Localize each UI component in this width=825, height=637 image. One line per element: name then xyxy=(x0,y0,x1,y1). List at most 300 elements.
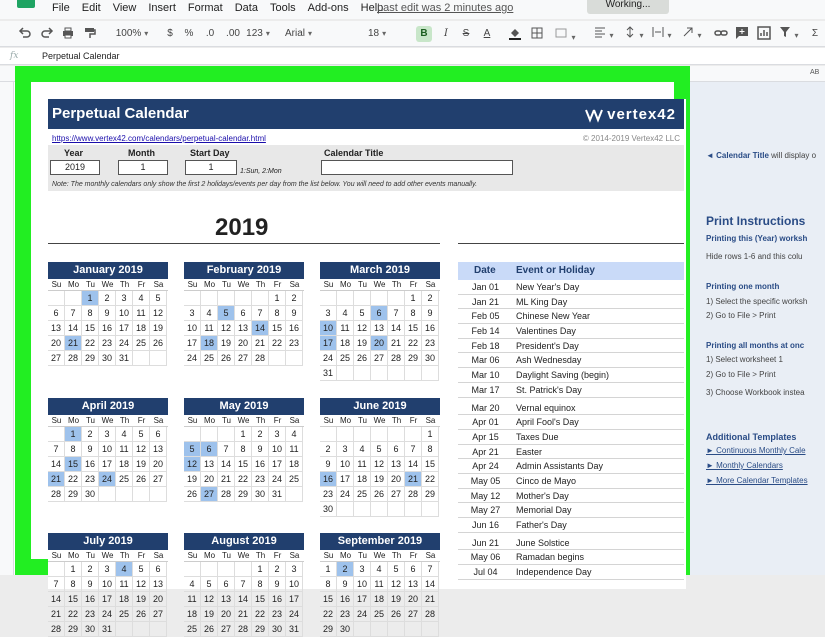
fill-color-icon[interactable] xyxy=(508,26,522,42)
text-wrap-icon[interactable] xyxy=(650,26,674,42)
day-cell[interactable]: 4 xyxy=(354,442,371,457)
day-cell[interactable]: 6 xyxy=(48,306,65,321)
day-cell[interactable]: 19 xyxy=(133,592,150,607)
template-link-monthly[interactable]: ► Monthly Calendars xyxy=(706,461,783,470)
day-cell[interactable]: 16 xyxy=(269,592,286,607)
day-cell[interactable]: 15 xyxy=(252,592,269,607)
day-cell[interactable]: 2 xyxy=(269,562,286,577)
day-cell[interactable]: 31 xyxy=(286,622,303,637)
last-edit-link[interactable]: Last edit was 2 minutes ago xyxy=(377,2,514,14)
day-cell[interactable]: 27 xyxy=(150,607,167,622)
day-cell[interactable]: 3 xyxy=(99,562,116,577)
day-cell[interactable]: 2 xyxy=(422,291,439,306)
day-cell[interactable]: 24 xyxy=(99,607,116,622)
day-cell[interactable]: 1 xyxy=(320,562,337,577)
day-cell[interactable]: 20 xyxy=(201,472,218,487)
day-cell[interactable]: 21 xyxy=(48,607,65,622)
day-cell[interactable]: 13 xyxy=(371,321,388,336)
day-cell[interactable]: 29 xyxy=(252,622,269,637)
day-cell[interactable]: 9 xyxy=(286,306,303,321)
calendar-title-input[interactable] xyxy=(321,160,513,175)
day-cell[interactable]: 25 xyxy=(116,607,133,622)
event-row[interactable] xyxy=(458,503,684,518)
day-cell[interactable]: 19 xyxy=(133,457,150,472)
day-cell[interactable]: 16 xyxy=(82,457,99,472)
filter-icon[interactable] xyxy=(777,26,801,42)
day-cell[interactable]: 26 xyxy=(371,487,388,502)
day-cell[interactable]: 28 xyxy=(388,351,405,366)
day-cell[interactable]: 7 xyxy=(218,442,235,457)
day-cell[interactable]: 24 xyxy=(184,351,201,366)
event-row[interactable] xyxy=(458,353,684,368)
day-cell[interactable]: 6 xyxy=(201,442,218,457)
day-cell[interactable]: 22 xyxy=(65,472,82,487)
bold-button[interactable]: B xyxy=(416,26,432,42)
day-cell[interactable]: 11 xyxy=(337,321,354,336)
day-cell[interactable]: 1 xyxy=(269,291,286,306)
day-cell[interactable]: 13 xyxy=(235,321,252,336)
day-cell[interactable]: 8 xyxy=(65,577,82,592)
template-link-more[interactable]: ► More Calendar Templates xyxy=(706,476,808,485)
day-cell[interactable]: 3 xyxy=(184,306,201,321)
day-cell[interactable]: 18 xyxy=(354,472,371,487)
day-cell[interactable]: 20 xyxy=(388,472,405,487)
paint-format-icon[interactable] xyxy=(83,26,97,42)
day-cell[interactable]: 5 xyxy=(218,306,235,321)
day-cell[interactable]: 3 xyxy=(337,442,354,457)
day-cell[interactable]: 11 xyxy=(116,577,133,592)
align-icon[interactable] xyxy=(592,26,616,42)
day-cell[interactable]: 27 xyxy=(201,487,218,502)
day-cell[interactable]: 7 xyxy=(65,306,82,321)
day-cell[interactable]: 2 xyxy=(286,291,303,306)
day-cell[interactable]: 25 xyxy=(133,336,150,351)
percent-button[interactable]: % xyxy=(184,28,194,39)
event-row[interactable] xyxy=(458,459,684,474)
day-cell[interactable]: 18 xyxy=(286,457,303,472)
day-cell[interactable]: 14 xyxy=(65,321,82,336)
day-cell[interactable]: 9 xyxy=(82,577,99,592)
day-cell[interactable]: 31 xyxy=(269,487,286,502)
link-icon[interactable] xyxy=(714,26,728,42)
day-cell[interactable]: 29 xyxy=(422,487,439,502)
day-cell[interactable]: 10 xyxy=(320,321,337,336)
day-cell[interactable]: 24 xyxy=(286,607,303,622)
day-cell[interactable]: 26 xyxy=(133,607,150,622)
day-cell[interactable]: 27 xyxy=(405,607,422,622)
borders-icon[interactable] xyxy=(530,26,544,42)
day-cell[interactable]: 7 xyxy=(48,442,65,457)
day-cell[interactable]: 5 xyxy=(354,306,371,321)
day-cell[interactable]: 19 xyxy=(201,607,218,622)
day-cell[interactable]: 14 xyxy=(48,592,65,607)
day-cell[interactable]: 12 xyxy=(133,442,150,457)
formula-input[interactable]: Perpetual Calendar xyxy=(42,51,120,61)
day-cell[interactable]: 15 xyxy=(65,592,82,607)
day-cell[interactable]: 29 xyxy=(320,622,337,637)
day-cell[interactable]: 12 xyxy=(150,306,167,321)
currency-button[interactable]: $ xyxy=(167,28,173,39)
day-cell[interactable]: 4 xyxy=(286,427,303,442)
day-cell[interactable]: 21 xyxy=(48,472,65,487)
day-cell[interactable]: 26 xyxy=(133,472,150,487)
event-row[interactable] xyxy=(458,474,684,489)
day-cell[interactable]: 10 xyxy=(116,306,133,321)
template-link-continuous[interactable]: ► Continuous Monthly Cale xyxy=(706,446,806,455)
day-cell[interactable]: 25 xyxy=(371,607,388,622)
day-cell[interactable]: 7 xyxy=(388,306,405,321)
event-row[interactable] xyxy=(458,401,684,416)
event-row[interactable] xyxy=(458,280,684,295)
day-cell[interactable]: 15 xyxy=(82,321,99,336)
day-cell[interactable]: 3 xyxy=(286,562,303,577)
day-cell[interactable]: 19 xyxy=(354,336,371,351)
event-row[interactable] xyxy=(458,309,684,324)
day-cell[interactable]: 30 xyxy=(337,622,354,637)
menu-data[interactable]: Data xyxy=(234,2,258,14)
text-rotate-icon[interactable] xyxy=(680,26,704,42)
day-cell[interactable]: 8 xyxy=(82,306,99,321)
day-cell[interactable]: 10 xyxy=(337,457,354,472)
day-cell[interactable]: 20 xyxy=(371,336,388,351)
event-row[interactable] xyxy=(458,489,684,504)
day-cell[interactable]: 24 xyxy=(320,351,337,366)
day-cell[interactable]: 30 xyxy=(269,622,286,637)
day-cell[interactable]: 5 xyxy=(201,577,218,592)
menu-addons[interactable]: Add-ons xyxy=(307,2,349,14)
day-cell[interactable]: 22 xyxy=(252,607,269,622)
day-cell[interactable]: 31 xyxy=(99,622,116,637)
day-cell[interactable]: 2 xyxy=(82,427,99,442)
event-row[interactable] xyxy=(458,565,684,580)
day-cell[interactable]: 17 xyxy=(116,321,133,336)
day-cell[interactable]: 28 xyxy=(235,622,252,637)
day-cell[interactable]: 16 xyxy=(99,321,116,336)
day-cell[interactable]: 17 xyxy=(286,592,303,607)
day-cell[interactable]: 22 xyxy=(82,336,99,351)
day-cell[interactable]: 28 xyxy=(252,351,269,366)
day-cell[interactable]: 13 xyxy=(405,577,422,592)
day-cell[interactable]: 15 xyxy=(65,457,82,472)
day-cell[interactable]: 11 xyxy=(286,442,303,457)
day-cell[interactable]: 3 xyxy=(320,306,337,321)
day-cell[interactable]: 1 xyxy=(235,427,252,442)
day-cell[interactable]: 24 xyxy=(269,472,286,487)
day-cell[interactable]: 28 xyxy=(48,622,65,637)
day-cell[interactable]: 2 xyxy=(337,562,354,577)
day-cell[interactable]: 24 xyxy=(99,472,116,487)
day-cell[interactable]: 7 xyxy=(422,562,439,577)
day-cell[interactable]: 9 xyxy=(422,306,439,321)
day-cell[interactable]: 10 xyxy=(286,577,303,592)
day-cell[interactable]: 4 xyxy=(371,562,388,577)
day-cell[interactable]: 30 xyxy=(320,502,337,517)
day-cell[interactable]: 16 xyxy=(286,321,303,336)
day-cell[interactable]: 23 xyxy=(269,607,286,622)
day-cell[interactable]: 11 xyxy=(371,577,388,592)
day-cell[interactable]: 24 xyxy=(337,487,354,502)
day-cell[interactable]: 26 xyxy=(218,351,235,366)
day-cell[interactable]: 9 xyxy=(252,442,269,457)
day-cell[interactable]: 2 xyxy=(99,291,116,306)
day-cell[interactable]: 7 xyxy=(252,306,269,321)
day-cell[interactable]: 26 xyxy=(388,607,405,622)
menu-file[interactable]: File xyxy=(52,2,70,14)
day-cell[interactable]: 5 xyxy=(371,442,388,457)
day-cell[interactable]: 21 xyxy=(252,336,269,351)
day-cell[interactable]: 19 xyxy=(371,472,388,487)
event-row[interactable] xyxy=(458,550,684,565)
day-cell[interactable]: 22 xyxy=(320,607,337,622)
day-cell[interactable]: 9 xyxy=(320,457,337,472)
day-cell[interactable]: 3 xyxy=(269,427,286,442)
day-cell[interactable]: 25 xyxy=(201,351,218,366)
day-cell[interactable]: 17 xyxy=(354,592,371,607)
day-cell[interactable]: 22 xyxy=(235,472,252,487)
day-cell[interactable]: 19 xyxy=(184,472,201,487)
functions-icon[interactable]: Σ xyxy=(811,28,819,39)
day-cell[interactable]: 6 xyxy=(150,427,167,442)
day-cell[interactable]: 2 xyxy=(320,442,337,457)
day-cell[interactable]: 8 xyxy=(405,306,422,321)
event-row[interactable] xyxy=(458,295,684,310)
day-cell[interactable]: 27 xyxy=(235,351,252,366)
template-url-link[interactable]: https://www.vertex42.com/calendars/perpetual-calendar.html xyxy=(52,134,266,143)
day-cell[interactable]: 25 xyxy=(286,472,303,487)
day-cell[interactable]: 18 xyxy=(184,607,201,622)
day-cell[interactable]: 10 xyxy=(99,442,116,457)
day-cell[interactable]: 16 xyxy=(422,321,439,336)
day-cell[interactable]: 25 xyxy=(116,472,133,487)
day-cell[interactable]: 23 xyxy=(320,487,337,502)
day-cell[interactable]: 16 xyxy=(337,592,354,607)
calendar-title[interactable]: Perpetual Calendar xyxy=(52,105,189,122)
day-cell[interactable]: 19 xyxy=(218,336,235,351)
day-cell[interactable]: 17 xyxy=(269,457,286,472)
day-cell[interactable]: 28 xyxy=(422,607,439,622)
day-cell[interactable]: 18 xyxy=(201,336,218,351)
day-cell[interactable]: 4 xyxy=(184,577,201,592)
day-cell[interactable]: 6 xyxy=(388,442,405,457)
event-row[interactable] xyxy=(458,368,684,383)
day-cell[interactable]: 16 xyxy=(82,592,99,607)
day-cell[interactable]: 29 xyxy=(82,351,99,366)
day-cell[interactable]: 9 xyxy=(269,577,286,592)
day-cell[interactable]: 12 xyxy=(354,321,371,336)
day-cell[interactable]: 24 xyxy=(116,336,133,351)
day-cell[interactable]: 11 xyxy=(133,306,150,321)
day-cell[interactable]: 31 xyxy=(116,351,133,366)
day-cell[interactable]: 5 xyxy=(133,427,150,442)
day-cell[interactable]: 11 xyxy=(201,321,218,336)
more-formats-select[interactable]: 123 ▾ xyxy=(245,26,271,42)
day-cell[interactable]: 10 xyxy=(184,321,201,336)
zoom-select[interactable]: 100% ▾ xyxy=(112,26,152,42)
day-cell[interactable]: 30 xyxy=(82,487,99,502)
day-cell[interactable]: 2 xyxy=(82,562,99,577)
day-cell[interactable]: 18 xyxy=(116,592,133,607)
undo-icon[interactable] xyxy=(18,26,32,42)
increase-decimals-button[interactable]: .00 xyxy=(226,28,240,39)
day-cell[interactable]: 11 xyxy=(354,457,371,472)
day-cell[interactable]: 13 xyxy=(218,592,235,607)
day-cell[interactable]: 20 xyxy=(218,607,235,622)
day-cell[interactable]: 26 xyxy=(150,336,167,351)
menu-edit[interactable]: Edit xyxy=(81,2,101,14)
day-cell[interactable]: 13 xyxy=(150,442,167,457)
merge-cells-icon[interactable] xyxy=(553,26,577,42)
event-row[interactable] xyxy=(458,430,684,445)
event-row[interactable] xyxy=(458,518,684,533)
day-cell[interactable]: 19 xyxy=(150,321,167,336)
day-cell[interactable]: 14 xyxy=(422,577,439,592)
event-row[interactable] xyxy=(458,415,684,430)
column-header-ab[interactable]: AB xyxy=(810,69,820,76)
day-cell[interactable]: 16 xyxy=(252,457,269,472)
day-cell[interactable]: 7 xyxy=(405,442,422,457)
day-cell[interactable]: 28 xyxy=(405,487,422,502)
day-cell[interactable]: 9 xyxy=(99,306,116,321)
day-cell[interactable]: 6 xyxy=(371,306,388,321)
day-cell[interactable]: 23 xyxy=(82,472,99,487)
day-cell[interactable]: 3 xyxy=(354,562,371,577)
day-cell[interactable]: 9 xyxy=(337,577,354,592)
italic-icon[interactable]: I xyxy=(444,28,448,39)
day-cell[interactable]: 21 xyxy=(422,592,439,607)
vertical-align-icon[interactable] xyxy=(622,26,646,42)
year-input[interactable]: 2019 xyxy=(50,160,100,175)
day-cell[interactable]: 31 xyxy=(320,366,337,381)
day-cell[interactable]: 9 xyxy=(82,442,99,457)
day-cell[interactable]: 23 xyxy=(82,607,99,622)
day-cell[interactable]: 28 xyxy=(65,351,82,366)
day-cell[interactable]: 27 xyxy=(371,351,388,366)
day-cell[interactable]: 19 xyxy=(388,592,405,607)
day-cell[interactable]: 6 xyxy=(150,562,167,577)
day-cell[interactable]: 29 xyxy=(65,487,82,502)
event-row[interactable] xyxy=(458,536,684,551)
day-cell[interactable]: 5 xyxy=(388,562,405,577)
day-cell[interactable]: 3 xyxy=(116,291,133,306)
day-cell[interactable]: 26 xyxy=(354,351,371,366)
day-cell[interactable]: 21 xyxy=(218,472,235,487)
day-cell[interactable]: 11 xyxy=(116,442,133,457)
day-cell[interactable]: 28 xyxy=(218,487,235,502)
day-cell[interactable]: 27 xyxy=(48,351,65,366)
day-cell[interactable]: 27 xyxy=(218,622,235,637)
day-cell[interactable]: 14 xyxy=(252,321,269,336)
day-cell[interactable]: 1 xyxy=(252,562,269,577)
day-cell[interactable]: 15 xyxy=(320,592,337,607)
day-cell[interactable]: 3 xyxy=(99,427,116,442)
day-cell[interactable]: 17 xyxy=(337,472,354,487)
day-cell[interactable]: 18 xyxy=(133,321,150,336)
day-cell[interactable]: 21 xyxy=(405,472,422,487)
day-cell[interactable]: 4 xyxy=(133,291,150,306)
day-cell[interactable]: 29 xyxy=(405,351,422,366)
day-cell[interactable]: 5 xyxy=(184,442,201,457)
day-cell[interactable]: 10 xyxy=(99,577,116,592)
day-cell[interactable]: 20 xyxy=(150,592,167,607)
day-cell[interactable]: 25 xyxy=(354,487,371,502)
day-cell[interactable]: 29 xyxy=(235,487,252,502)
day-cell[interactable]: 20 xyxy=(48,336,65,351)
day-cell[interactable]: 17 xyxy=(99,592,116,607)
day-cell[interactable]: 13 xyxy=(48,321,65,336)
day-cell[interactable]: 10 xyxy=(354,577,371,592)
print-icon[interactable] xyxy=(61,26,75,42)
day-cell[interactable]: 14 xyxy=(48,457,65,472)
day-cell[interactable]: 21 xyxy=(65,336,82,351)
day-cell[interactable]: 20 xyxy=(150,457,167,472)
day-cell[interactable]: 17 xyxy=(320,336,337,351)
day-cell[interactable]: 14 xyxy=(218,457,235,472)
day-cell[interactable]: 12 xyxy=(388,577,405,592)
day-cell[interactable]: 1 xyxy=(422,427,439,442)
day-cell[interactable]: 23 xyxy=(286,336,303,351)
day-cell[interactable]: 15 xyxy=(269,321,286,336)
day-cell[interactable]: 4 xyxy=(116,427,133,442)
start-day-input[interactable]: 1 xyxy=(185,160,237,175)
day-cell[interactable]: 30 xyxy=(422,351,439,366)
event-row[interactable] xyxy=(458,445,684,460)
day-cell[interactable]: 1 xyxy=(65,562,82,577)
day-cell[interactable]: 6 xyxy=(405,562,422,577)
day-cell[interactable]: 30 xyxy=(99,351,116,366)
day-cell[interactable]: 1 xyxy=(65,427,82,442)
menu-format[interactable]: Format xyxy=(187,2,223,14)
day-cell[interactable]: 8 xyxy=(422,442,439,457)
redo-icon[interactable] xyxy=(40,26,54,42)
day-cell[interactable]: 24 xyxy=(354,607,371,622)
day-cell[interactable]: 1 xyxy=(405,291,422,306)
day-cell[interactable]: 23 xyxy=(252,472,269,487)
day-cell[interactable]: 10 xyxy=(269,442,286,457)
day-cell[interactable]: 27 xyxy=(388,487,405,502)
day-cell[interactable]: 21 xyxy=(235,607,252,622)
event-row[interactable] xyxy=(458,383,684,398)
day-cell[interactable]: 12 xyxy=(133,577,150,592)
day-cell[interactable]: 28 xyxy=(48,487,65,502)
day-cell[interactable]: 14 xyxy=(388,321,405,336)
day-cell[interactable]: 27 xyxy=(150,472,167,487)
day-cell[interactable]: 14 xyxy=(405,457,422,472)
day-cell[interactable]: 8 xyxy=(269,306,286,321)
chart-icon[interactable] xyxy=(757,26,771,42)
event-row[interactable] xyxy=(458,324,684,339)
day-cell[interactable]: 4 xyxy=(201,306,218,321)
day-cell[interactable]: 22 xyxy=(422,472,439,487)
day-cell[interactable]: 18 xyxy=(371,592,388,607)
strikethrough-icon[interactable]: S xyxy=(462,28,470,39)
day-cell[interactable]: 25 xyxy=(337,351,354,366)
day-cell[interactable]: 18 xyxy=(337,336,354,351)
day-cell[interactable]: 8 xyxy=(235,442,252,457)
day-cell[interactable]: 8 xyxy=(320,577,337,592)
day-cell[interactable]: 11 xyxy=(184,592,201,607)
day-cell[interactable]: 1 xyxy=(82,291,99,306)
day-cell[interactable]: 26 xyxy=(184,487,201,502)
day-cell[interactable]: 21 xyxy=(388,336,405,351)
day-cell[interactable]: 17 xyxy=(99,457,116,472)
day-cell[interactable]: 18 xyxy=(116,457,133,472)
month-input[interactable]: 1 xyxy=(118,160,168,175)
font-select[interactable]: Arial ▾ xyxy=(285,26,351,42)
day-cell[interactable]: 23 xyxy=(99,336,116,351)
font-size-select[interactable]: 18 ▾ xyxy=(368,26,406,42)
day-cell[interactable]: 6 xyxy=(218,577,235,592)
decrease-decimals-button[interactable]: .0 xyxy=(205,28,215,39)
